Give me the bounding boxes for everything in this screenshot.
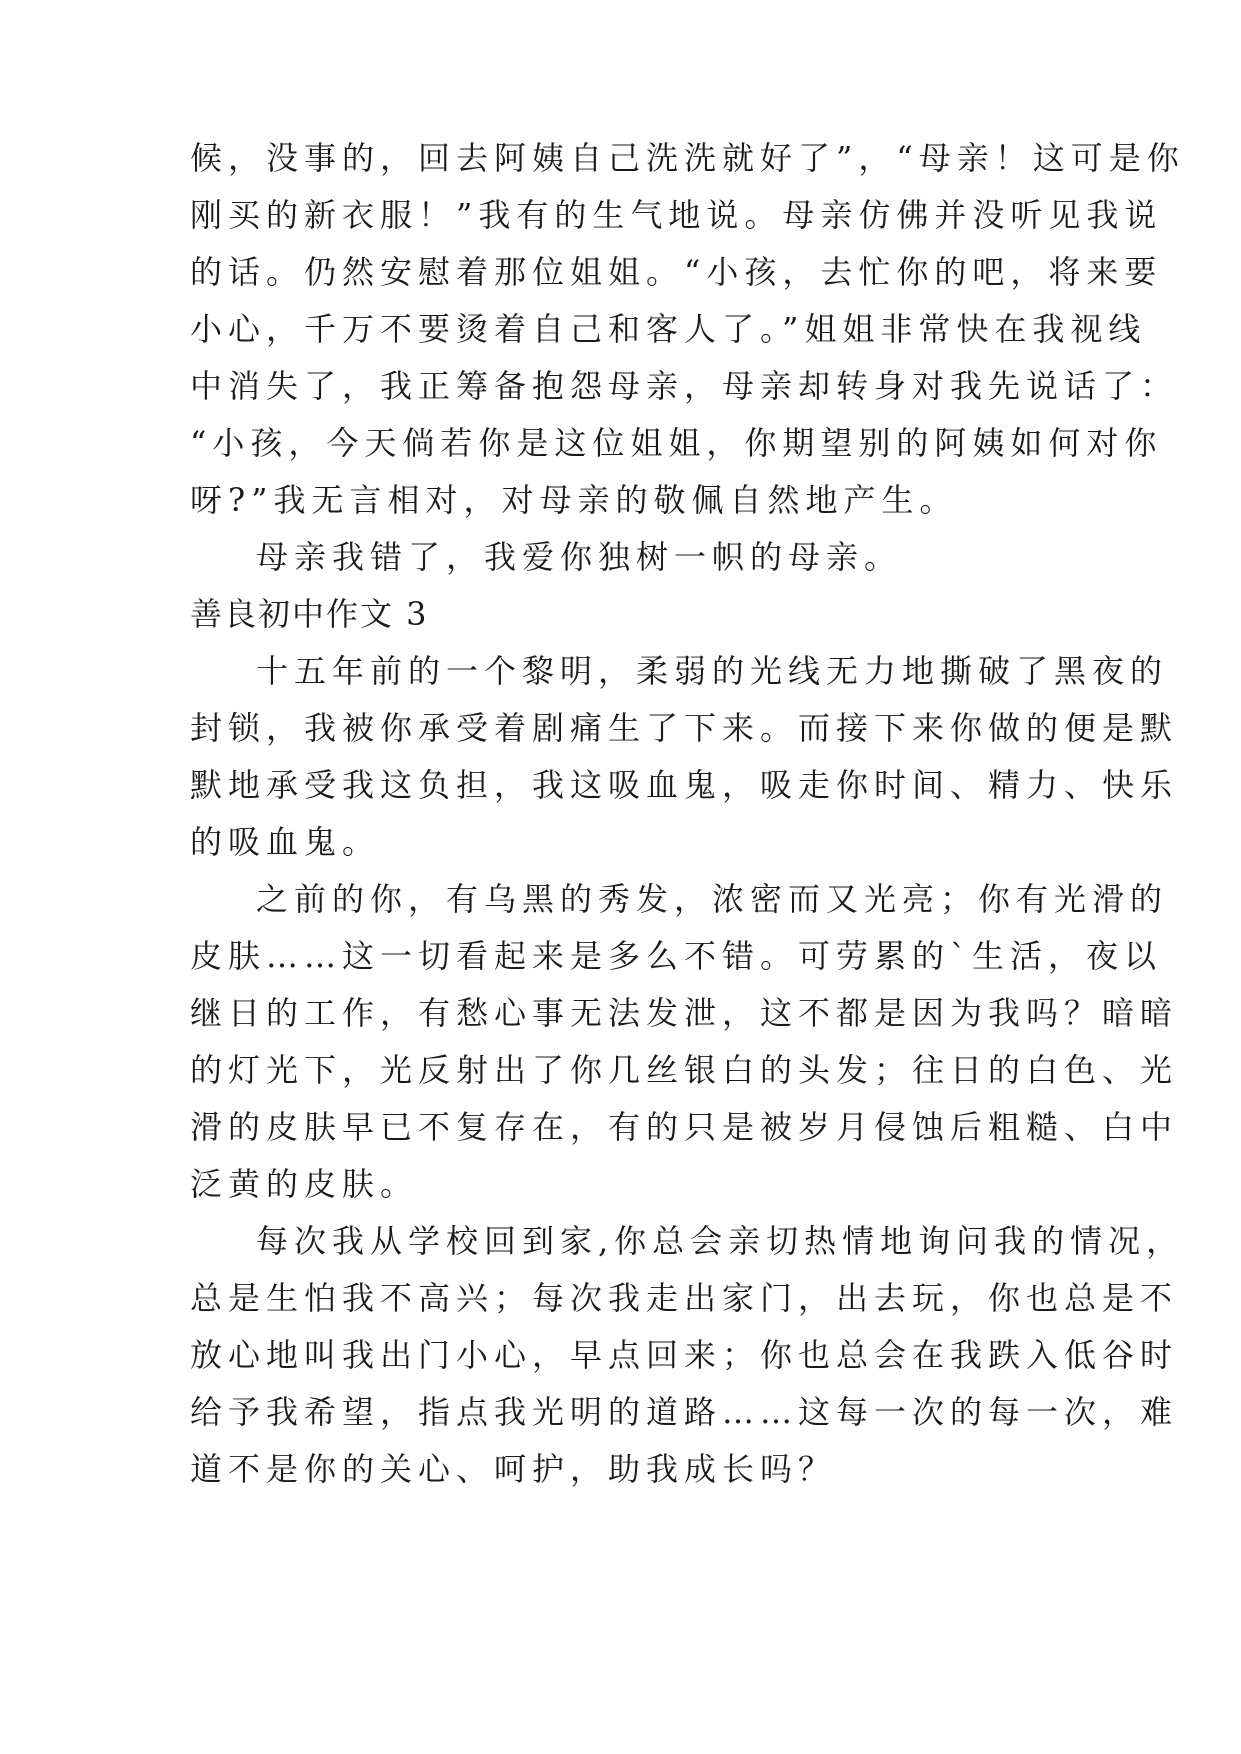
paragraph-first-line: 母亲我错了，我爱你独树一帜的母亲。: [256, 538, 903, 576]
text-line: 皮肤……这一切看起来是多么不错。可劳累的`生活，夜以: [190, 937, 1163, 975]
text-line: 默地承受我这负担，我这吸血鬼，吸走你时间、精力、快乐: [190, 766, 1179, 804]
text-line: 的话。仍然安慰着那位姐姐。“小孩，去忙你的吧，将来要: [190, 253, 1163, 291]
text-line: 中消失了，我正筹备抱怨母亲，母亲却转身对我先说话了：: [190, 367, 1179, 405]
text-line: 刚买的新衣服！”我有的生气地说。母亲仿佛并没听见我说: [190, 196, 1163, 234]
text-line: “小孩，今天倘若你是这位姐姐，你期望别的阿姨如何对你: [190, 424, 1163, 462]
paragraph-first-line: 十五年前的一个黎明，柔弱的光线无力地撕破了黑夜的: [256, 652, 1169, 690]
text-line: 呀?”我无言相对，对母亲的敬佩自然地产生。: [190, 481, 958, 519]
text-line: 总是生怕我不高兴；每次我走出家门，出去玩，你也总是不: [190, 1279, 1179, 1317]
text-line: 道不是你的关心、呵护，助我成长吗？: [190, 1450, 837, 1488]
section-heading: 善良初中作文 3: [190, 595, 429, 633]
text-line: 给予我希望，指点我光明的道路……这每一次的每一次，难: [190, 1393, 1179, 1431]
text-line: 滑的皮肤早已不复存在，有的只是被岁月侵蚀后粗糙、白中: [190, 1108, 1179, 1146]
text-line: 的灯光下，光反射出了你几丝银白的头发；往日的白色、光: [190, 1051, 1179, 1089]
text-line: 的吸血鬼。: [190, 823, 381, 861]
text-line: 继日的工作，有愁心事无法发泄，这不都是因为我吗？暗暗: [190, 994, 1179, 1032]
text-line: 小心，千万不要烫着自己和客人了。”姐姐非常快在我视线: [190, 310, 1147, 348]
paragraph-first-line: 每次我从学校回到家,你总会亲切热情地询问我的情况，: [256, 1222, 1185, 1260]
text-line: 放心地叫我出门小心，早点回来；你也总会在我跌入低谷时: [190, 1336, 1179, 1374]
text-line: 候，没事的，回去阿姨自己洗洗就好了”，“母亲！这可是你: [190, 139, 1185, 177]
document-body: [190, 130, 1185, 1498]
paragraph-first-line: 之前的你，有乌黑的秀发，浓密而又光亮；你有光滑的: [256, 880, 1169, 918]
text-line: 泛黄的皮肤。: [190, 1165, 419, 1203]
text-line: 封锁，我被你承受着剧痛生了下来。而接下来你做的便是默: [190, 709, 1179, 747]
